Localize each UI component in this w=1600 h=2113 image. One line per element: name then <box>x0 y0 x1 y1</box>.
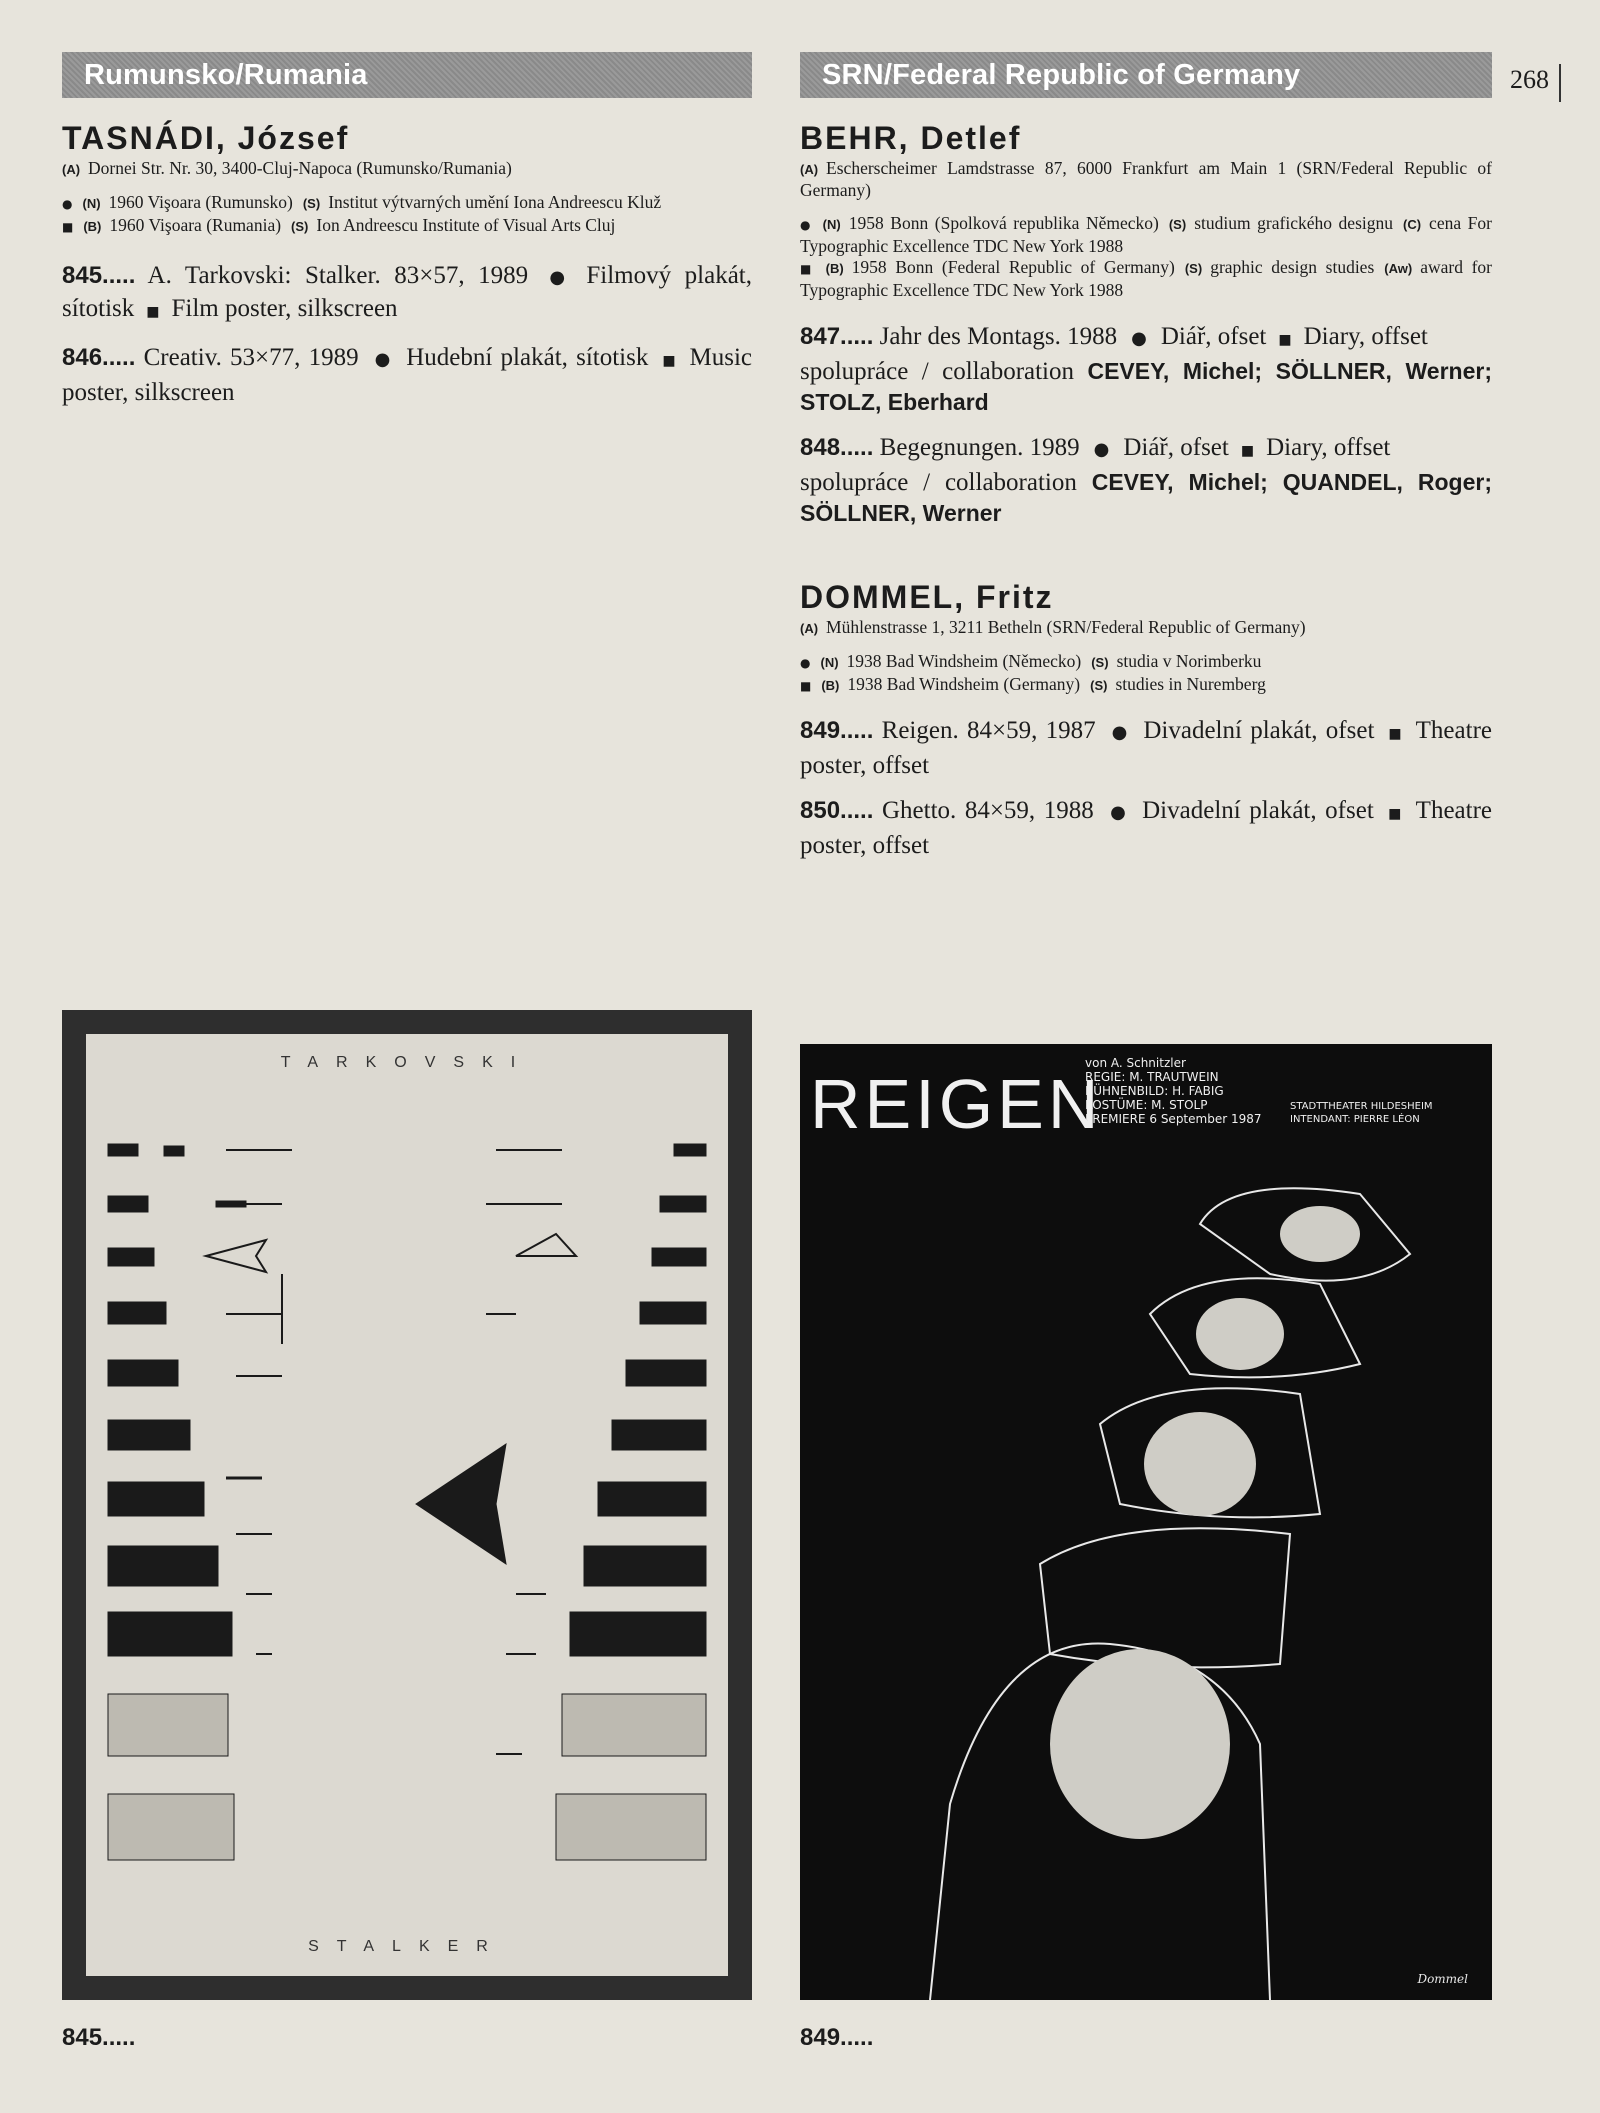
credit-line: von A. Schnitzler <box>1085 1056 1186 1070</box>
entry-number: 847..... <box>800 323 874 350</box>
bio-tag: (S) <box>1184 261 1203 276</box>
entry-desc-cz: Diář, ofset <box>1123 434 1229 461</box>
poster-credits <box>1085 1056 1262 1126</box>
designer-name-tasnadi: TASNÁDI, József <box>62 120 350 156</box>
bio-tag: (N) <box>822 217 841 232</box>
page-number: 268 <box>1510 64 1561 102</box>
address-text: Escherscheimer Lamdstrasse 87, 6000 Frankfurt am Main 1 (SRN/Federal Republic of Germany) <box>800 158 1492 200</box>
entry-desc-cz: Diář, ofset <box>1160 323 1267 350</box>
poster-image-reigen <box>800 1044 1492 2000</box>
address-tag: (A) <box>800 162 819 177</box>
bio-tag: (S) <box>291 219 309 234</box>
address-text: Dornei Str. Nr. 30, 3400-Cluj-Napoca (Rumunsko/Rumania) <box>88 158 512 178</box>
entry-desc-cz: Filmový plakát, sítotisk <box>62 262 752 322</box>
bio-study: graphic design studies <box>1210 257 1375 277</box>
bio-tag: (B) <box>825 261 844 276</box>
square-bullet-icon: ■ <box>660 353 678 369</box>
bio-en-tasnadi <box>62 215 752 238</box>
theater-line: INTENDANT: PIERRE LÉON <box>1290 1114 1420 1125</box>
entry-desc-en: Diary, offset <box>1266 434 1391 461</box>
credit-line: KOSTÜME: M. STOLP <box>1085 1098 1208 1112</box>
entry-846 <box>62 342 752 408</box>
bio-award: cena For Typographic Excellence TDC New York 1988 <box>800 213 1492 256</box>
circle-bullet-icon: ● <box>1109 722 1130 743</box>
square-bullet-icon: ■ <box>146 304 160 320</box>
entry-title: Reigen. 84×59, 1987 <box>881 717 1096 744</box>
caption-849: 849..... <box>800 2024 874 2051</box>
address-behr <box>800 158 1492 201</box>
bio-tag: (B) <box>83 219 102 234</box>
bio-birth: 1960 Vişoara (Rumania) <box>109 215 282 235</box>
collab-label: spolupráce / collaboration <box>800 469 1077 496</box>
bio-tag: (S) <box>302 196 321 211</box>
entry-desc-en: Diary, offset <box>1303 323 1428 350</box>
square-bullet-icon: ■ <box>800 679 812 693</box>
caption-845: 845..... <box>62 2024 136 2051</box>
reigen-illustration <box>800 1044 1492 2000</box>
square-bullet-icon: ■ <box>62 220 74 234</box>
poster-signature: Dommel <box>1417 1972 1468 1986</box>
poster-title: REIGEN <box>810 1065 1103 1143</box>
bio-study: studium grafického designu <box>1194 213 1393 233</box>
entry-847 <box>800 321 1492 418</box>
circle-bullet-icon: ● <box>800 218 813 232</box>
address-tag: (A) <box>800 621 819 636</box>
bio-birth: 1958 Bonn (Spolková republika Německo) <box>848 213 1159 233</box>
square-bullet-icon: ■ <box>1240 443 1255 459</box>
circle-bullet-icon: ● <box>62 197 73 211</box>
bio-tag: (N) <box>820 655 839 670</box>
bio-cz-behr <box>800 213 1492 257</box>
bio-tag: (S) <box>1091 655 1109 670</box>
circle-bullet-icon: ● <box>1131 328 1147 349</box>
bio-study: studies in Nuremberg <box>1115 674 1266 694</box>
entry-number: 849..... <box>800 717 874 744</box>
theater-line: STADTTHEATER HILDESHEIM <box>1290 1101 1433 1112</box>
credit-line: PREMIERE 6 September 1987 <box>1085 1112 1262 1126</box>
credit-line: REGIE: M. TRAUTWEIN <box>1085 1070 1219 1084</box>
entry-desc-en: Theatre poster, offset <box>800 797 1493 859</box>
bio-study: studia v Norimberku <box>1116 651 1262 671</box>
designer-name-behr: BEHR, Detlef <box>800 120 1022 156</box>
pointing-hands-illustration <box>86 1034 728 1976</box>
bio-tag: (S) <box>1090 678 1108 693</box>
entry-number: 848..... <box>800 434 874 461</box>
poster-theater-info <box>1290 1100 1433 1126</box>
entry-title: A. Tarkovski: Stalker. 83×57, 1989 <box>147 262 529 289</box>
collab-names: CEVEY, Michel; SÖLLNER, Werner; STOLZ, Eberhard <box>800 358 1492 415</box>
bio-birth: 1938 Bad Windsheim (Germany) <box>847 674 1081 694</box>
entry-desc-en: Music poster, silkscreen <box>62 344 753 406</box>
square-bullet-icon: ■ <box>1385 806 1404 822</box>
address-tasnadi <box>62 158 752 180</box>
entry-849 <box>800 715 1492 781</box>
address-tag: (A) <box>62 162 81 177</box>
bio-tag: (S) <box>1168 217 1187 232</box>
address-dommel <box>800 617 1492 639</box>
bio-birth: 1960 Vişoara (Rumunsko) <box>108 192 293 212</box>
poster-canvas <box>86 1034 728 1976</box>
entry-desc-cz: Divadelní plakát, ofset <box>1142 797 1374 824</box>
circle-bullet-icon: ● <box>800 656 811 670</box>
address-text: Mühlenstrasse 1, 3211 Betheln (SRN/Federal Republic of Germany) <box>826 617 1306 637</box>
left-column <box>62 52 752 408</box>
bio-cz-tasnadi <box>62 192 752 215</box>
circle-bullet-icon: ● <box>1107 802 1129 823</box>
entry-number: 845..... <box>62 262 136 289</box>
bio-tag: (C) <box>1403 217 1422 232</box>
section-bar-romania: Rumunsko/Rumania <box>62 52 752 98</box>
poster-top-text: TARKOVSKI <box>280 1054 534 1071</box>
bio-study: Institut výtvarných umění Iona Andreescu Kluž <box>328 192 662 212</box>
bio-study: Ion Andreescu Institute of Visual Arts Cluj <box>316 215 616 235</box>
right-column <box>800 52 1492 861</box>
bio-tag: (Aw) <box>1384 261 1413 276</box>
entry-title: Ghetto. 84×59, 1988 <box>881 797 1094 824</box>
entry-845 <box>62 260 752 328</box>
entry-title: Creativ. 53×77, 1989 <box>143 344 359 371</box>
entry-desc-en: Film poster, silkscreen <box>171 295 398 322</box>
entry-title: Jahr des Montags. 1988 <box>879 323 1118 350</box>
entry-number: 850..... <box>800 797 874 824</box>
collab-label: spolupráce / collaboration <box>800 358 1075 385</box>
entry-848 <box>800 432 1492 529</box>
square-bullet-icon: ■ <box>1386 726 1404 742</box>
entry-850 <box>800 795 1492 861</box>
credit-line: BÜHNENBILD: H. FABIG <box>1085 1084 1224 1098</box>
designer-name-dommel: DOMMEL, Fritz <box>800 579 1054 615</box>
square-bullet-icon: ■ <box>1278 332 1292 348</box>
circle-bullet-icon: ● <box>1093 439 1110 460</box>
collab-names: CEVEY, Michel; QUANDEL, Roger; SÖLLNER, Werner <box>800 469 1493 526</box>
bio-award: award for Typographic Excellence TDC New York 1988 <box>800 257 1493 300</box>
section-bar-germany: SRN/Federal Republic of Germany <box>800 52 1492 98</box>
entry-desc-cz: Hudební plakát, sítotisk <box>406 344 649 371</box>
poster-image-stalker <box>62 1010 752 2000</box>
bio-tag: (B) <box>821 678 840 693</box>
bio-cz-dommel <box>800 651 1492 674</box>
entry-title: Begegnungen. 1989 <box>879 434 1080 461</box>
bio-en-dommel <box>800 674 1492 697</box>
square-bullet-icon: ■ <box>800 262 816 276</box>
bio-birth: 1938 Bad Windsheim (Německo) <box>846 651 1082 671</box>
circle-bullet-icon: ● <box>372 349 393 370</box>
bio-en-behr <box>800 257 1492 301</box>
entry-desc-en: Theatre poster, offset <box>800 717 1492 779</box>
entry-desc-cz: Divadelní plakát, ofset <box>1143 717 1375 744</box>
bio-tag: (N) <box>82 196 101 211</box>
poster-bottom-text: STALKER <box>308 1938 506 1955</box>
circle-bullet-icon: ● <box>542 267 573 288</box>
bio-birth: 1958 Bonn (Federal Republic of Germany) <box>851 257 1175 277</box>
entry-number: 846..... <box>62 344 136 371</box>
